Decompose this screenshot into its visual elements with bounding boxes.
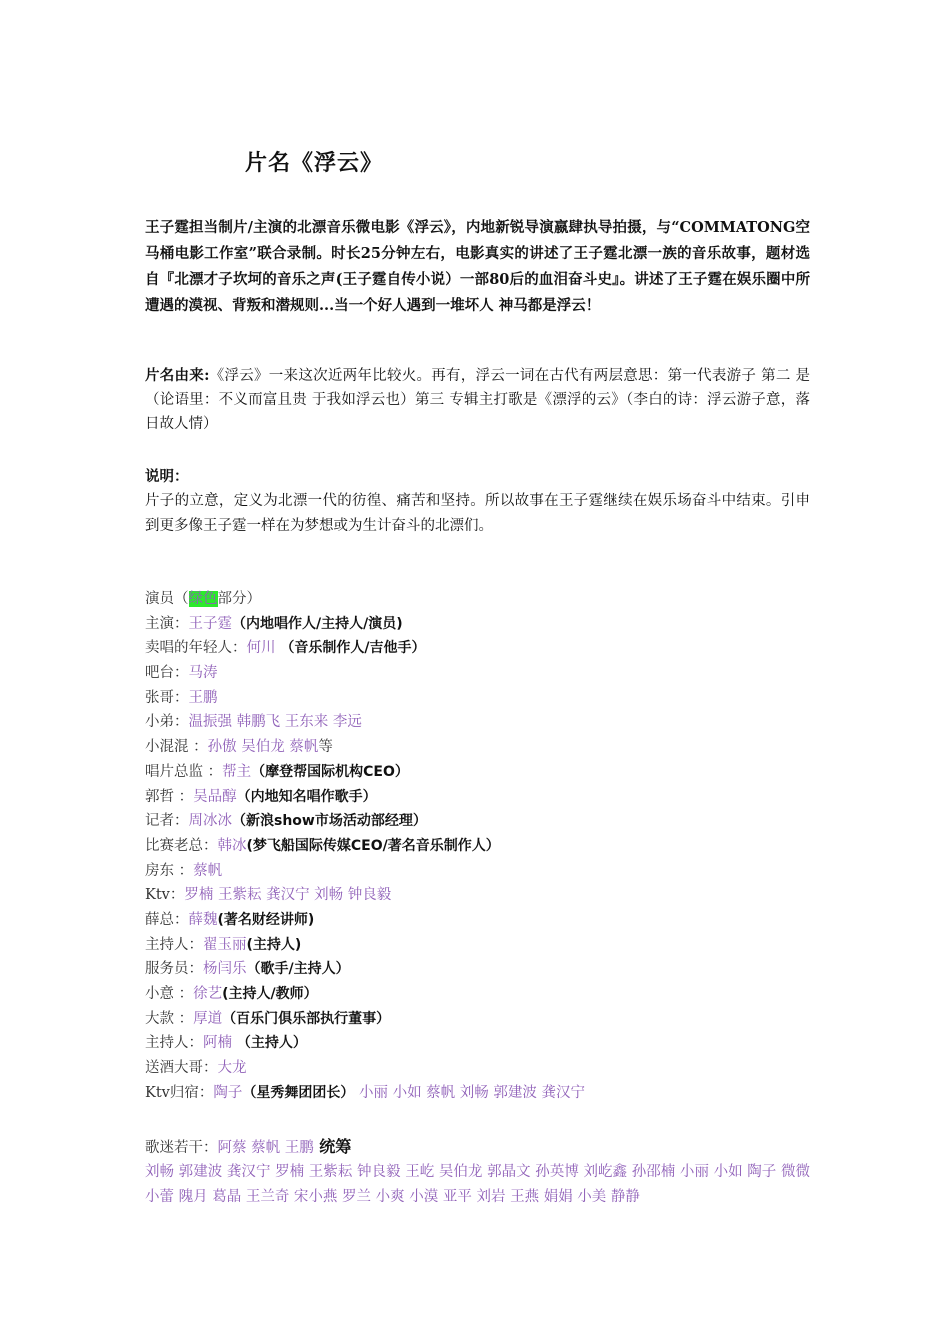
cast-role: 卖唱的年轻人： (145, 640, 247, 657)
cast-note: （音乐制作人/吉他手） (275, 640, 426, 657)
cast-note: （百乐门俱乐部执行董事） (222, 1010, 391, 1027)
cast-name: 韩冰 (217, 837, 247, 854)
cast-note: （内地唱作人/主持人/演员) (232, 615, 403, 632)
cast-name: 吴品醇 (193, 788, 237, 805)
cast-name: 大龙 (217, 1060, 247, 1077)
cast-row (145, 1081, 810, 1106)
cast-name: 杨闫乐 (203, 961, 247, 978)
fans-role: 歌迷若干： (145, 1140, 218, 1156)
fans-coordinators: 阿蔡 蔡帆 王鹏 (217, 1140, 314, 1156)
cast-role: 小意 ： (145, 986, 194, 1002)
cast-note: (梦飞船国际传媒CEO/著名音乐制作人） (246, 837, 500, 854)
cast-row (145, 1007, 810, 1032)
cast-note: （主持人） (232, 1035, 307, 1052)
cast-role: 记者： (145, 813, 189, 830)
fans-header (145, 1134, 810, 1160)
cast-role: 送酒大哥： (145, 1060, 218, 1077)
cast-name: 罗楠 王紫耘 龚汉宁 刘畅 钟良毅 (184, 887, 392, 904)
cast-note: (主持人/教师） (222, 986, 318, 1002)
cast-row (145, 957, 810, 982)
cast-header-highlight: 绿色 (188, 591, 218, 607)
cast-rows (145, 612, 810, 1106)
cast-row (145, 612, 810, 637)
cast-name: 帮主 (222, 763, 252, 780)
cast-row (145, 809, 810, 834)
cast-name: 周冰冰 (188, 813, 232, 830)
intro-text: 王子霆担当制片/主演的北漂音乐微电影《浮云》，内地新锐导演嬴肆执导拍摄，与“COMMATONG空马桶电影工作室”联合录制。时长25分钟左右，电影真实的讲述了王子霆北漂一族的音乐故事，题材选自『北漂才子坎坷的音乐之声(王子霆自传小说）一部80后的血泪奋斗史』。讲述了王子霆在娱乐圈中所遭遇的漠视、背叛和潜规则...当一个好人遇到一堆坏人 神马都是浮云！ (145, 219, 810, 314)
cast-name: 孙傲 吴伯龙 蔡帆 (207, 739, 319, 756)
cast-row (145, 933, 810, 958)
cast-role: 比赛老总： (145, 837, 218, 854)
cast-role: 唱片总监 ： (145, 763, 223, 780)
cast-role: 郭哲 ： (145, 788, 194, 805)
cast-row (145, 883, 810, 908)
cast-row (145, 1056, 810, 1081)
title-origin-label: 片名由来: (145, 367, 210, 384)
cast-list (145, 587, 810, 1105)
cast-name: 蔡帆 (193, 862, 223, 879)
cast-note: （歌手/主持人） (246, 961, 350, 978)
cast-role: 服务员： (145, 961, 203, 978)
cast-role: 主持人： (145, 936, 203, 953)
cast-role: 主持人： (145, 1035, 203, 1052)
cast-row (145, 735, 810, 760)
cast-role: Ktv： (145, 887, 185, 904)
fans-list: 刘畅 郭建波 龚汉宁 罗楠 王紫耘 钟良毅 王屹 吴伯龙 郭晶文 孙英博 刘屹鑫 孙邵楠 小丽 小如 陶子 微微 小蕾 隗月 葛晶 王兰奇 宋小燕 罗兰 小爽 小漠 亚平 刘岩 王燕 娟娟 小美 静静 (145, 1164, 810, 1205)
cast-name: 厚道 (193, 1010, 223, 1027)
cast-note: （新浪show市场活动部经理） (232, 813, 427, 830)
cast-note: （摩登帮国际机构CEO） (251, 763, 409, 780)
cast-name: 阿楠 (203, 1035, 232, 1052)
cast-name: 王子霆 (188, 615, 232, 632)
cast-row (145, 785, 810, 810)
cast-name: 温振强 韩鹏飞 王东来 李远 (188, 714, 362, 731)
cast-note: (著名财经讲师) (217, 911, 315, 928)
cast-row (145, 1031, 810, 1056)
cast-row (145, 908, 810, 933)
cast-role: 薛总： (145, 911, 189, 928)
cast-note: （星秀舞团团长） (242, 1084, 355, 1101)
cast-row (145, 710, 810, 735)
page-title: 片名《浮云》 (245, 150, 384, 176)
cast-name: 徐艺 (193, 986, 223, 1002)
notes-section (145, 464, 810, 539)
cast-role: 吧台： (145, 665, 189, 682)
cast-row (145, 636, 810, 661)
cast-row (145, 982, 810, 1007)
cast-row (145, 859, 810, 884)
fans-coord-label: 统筹 (313, 1137, 352, 1156)
cast-note: (主持人) (246, 936, 302, 953)
intro-paragraph (145, 215, 810, 319)
cast-role: 主演： (145, 615, 189, 632)
cast-name: 马涛 (188, 665, 218, 682)
cast-row (145, 834, 810, 859)
cast-tail: 等 (318, 739, 333, 756)
cast-row (145, 661, 810, 686)
cast-name: 陶子 (213, 1084, 243, 1101)
cast-row (145, 686, 810, 711)
cast-role: 小弟： (145, 714, 189, 731)
cast-header-prefix: 演员（ (145, 591, 189, 607)
cast-name: 薛魏 (188, 911, 218, 928)
cast-header (145, 587, 810, 612)
cast-name: 王鹏 (188, 689, 218, 706)
cast-extra-names: 小丽 小如 蔡帆 刘畅 郭建波 龚汉宁 (354, 1084, 586, 1101)
cast-role: Ktv归宿： (145, 1084, 214, 1101)
cast-role: 大款 ： (145, 1010, 194, 1027)
title-origin-text: 《浮云》一来这次近两年比较火。再有，浮云一词在古代有两层意思：第一代表游子 第二 是（论语里：不义而富且贵 于我如浮云也）第三 专辑主打歌是《漂浮的云》（李白的诗：浮云游子意，落日故人情） (145, 368, 810, 432)
notes-text: 片子的立意，定义为北漂一代的彷徨、痛苦和坚持。所以故事在王子霆继续在娱乐场奋斗中结束。引申到更多像王子霆一样在为梦想或为生计奋斗的北漂们。 (145, 493, 810, 534)
title-origin-section (145, 364, 810, 436)
cast-note: （内地知名唱作歌手） (236, 788, 377, 805)
cast-role: 小混混 ： (145, 739, 208, 756)
cast-row (145, 760, 810, 785)
cast-header-suffix: 部分） (217, 591, 261, 607)
cast-name: 翟玉丽 (203, 936, 247, 953)
fans-section (145, 1134, 810, 1210)
notes-label: 说明： (145, 468, 189, 485)
cast-role: 房东 ： (145, 862, 194, 879)
cast-name: 何川 (246, 640, 276, 657)
cast-role: 张哥： (145, 689, 189, 706)
